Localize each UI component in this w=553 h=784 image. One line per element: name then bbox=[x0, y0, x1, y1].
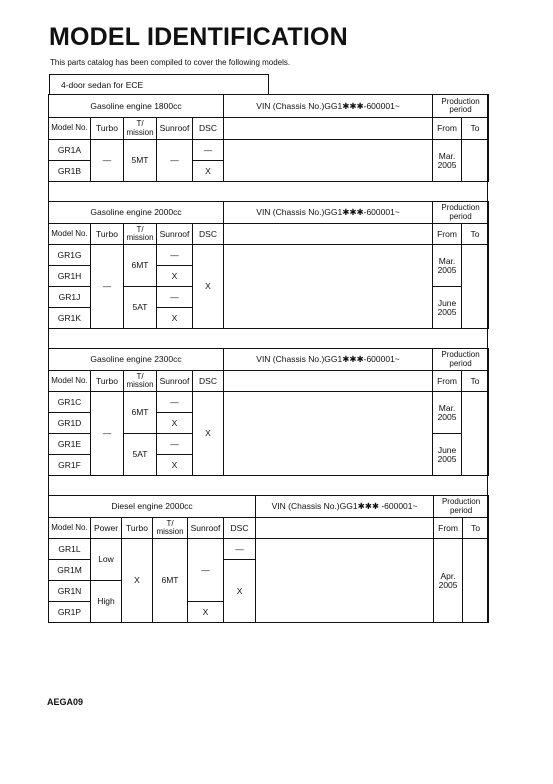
from-header: From bbox=[433, 224, 462, 245]
turbo-header: Turbo bbox=[91, 371, 124, 392]
transmission-header: T/ mission bbox=[153, 518, 188, 539]
production-period-header: Production period bbox=[433, 95, 489, 118]
blank-cell bbox=[224, 392, 433, 476]
sunroof-cell: X bbox=[157, 308, 193, 329]
power-cell: High bbox=[91, 581, 122, 623]
vin-label: VIN (Chassis No.)GG1✱✱✱ -600001~ bbox=[256, 496, 434, 518]
model-cell: GR1C bbox=[49, 392, 91, 413]
sunroof-cell: — bbox=[157, 392, 193, 413]
section-gasoline-1800 bbox=[48, 94, 489, 182]
vin-label: VIN (Chassis No.)GG1✱✱✱-600001~ bbox=[224, 95, 433, 118]
from-cell: Mar. 2005 bbox=[433, 392, 462, 434]
sunroof-header: Sunroof bbox=[157, 118, 193, 140]
engine-label: Gasoline engine 2000cc bbox=[49, 202, 224, 224]
from-cell: June 2005 bbox=[433, 434, 462, 476]
model-cell: GR1K bbox=[49, 308, 91, 329]
transmission-cell: 6MT bbox=[153, 539, 188, 623]
model-cell: GR1J bbox=[49, 287, 91, 308]
turbo-header: Turbo bbox=[91, 118, 124, 140]
dsc-header: DSC bbox=[193, 371, 224, 392]
model-cell: GR1B bbox=[49, 161, 91, 182]
section-diesel-2000 bbox=[48, 495, 489, 623]
model-cell: GR1G bbox=[49, 245, 91, 266]
dsc-cell: X bbox=[193, 392, 224, 476]
model-no-header: Model No. bbox=[49, 518, 91, 539]
power-cell: Low bbox=[91, 539, 122, 581]
turbo-cell: X bbox=[122, 539, 153, 623]
to-header: To bbox=[462, 224, 489, 245]
dsc-header: DSC bbox=[193, 224, 224, 245]
model-cell: GR1E bbox=[49, 434, 91, 455]
dsc-header: DSC bbox=[224, 518, 256, 539]
from-cell: June 2005 bbox=[433, 287, 462, 329]
dsc-cell: X bbox=[193, 161, 224, 182]
model-cell: GR1L bbox=[49, 539, 91, 560]
page-title: MODEL IDENTIFICATION bbox=[49, 23, 348, 51]
vin-label: VIN (Chassis No.)GG1✱✱✱-600001~ bbox=[224, 202, 433, 224]
sunroof-cell: X bbox=[157, 413, 193, 434]
sunroof-cell: — bbox=[157, 287, 193, 308]
production-period-header: Production period bbox=[433, 202, 489, 224]
model-cell: GR1H bbox=[49, 266, 91, 287]
model-cell: GR1F bbox=[49, 455, 91, 476]
to-cell bbox=[462, 245, 489, 329]
sunroof-cell: X bbox=[157, 266, 193, 287]
engine-label: Gasoline engine 1800cc bbox=[49, 95, 224, 118]
sunroof-cell: X bbox=[157, 455, 193, 476]
dsc-cell: X bbox=[193, 245, 224, 329]
transmission-cell: 6MT bbox=[124, 245, 157, 287]
sunroof-header: Sunroof bbox=[188, 518, 224, 539]
sunroof-cell: — bbox=[157, 140, 193, 182]
sunroof-cell: — bbox=[157, 245, 193, 266]
from-cell: Mar. 2005 bbox=[433, 245, 462, 287]
model-cell: GR1M bbox=[49, 560, 91, 581]
to-header: To bbox=[463, 518, 489, 539]
to-header: To bbox=[462, 371, 489, 392]
production-period-header: Production period bbox=[434, 496, 489, 518]
from-cell: Mar. 2005 bbox=[433, 140, 462, 182]
model-cell: GR1N bbox=[49, 581, 91, 602]
intro-text: This parts catalog has been compiled to cover the following models. bbox=[50, 58, 291, 67]
to-header: To bbox=[462, 118, 489, 140]
body-type-label: 4-door sedan for ECE bbox=[49, 74, 269, 94]
production-period-header: Production period bbox=[433, 349, 489, 371]
from-header: From bbox=[433, 371, 462, 392]
model-cell: GR1A bbox=[49, 140, 91, 161]
sunroof-header: Sunroof bbox=[157, 371, 193, 392]
from-header: From bbox=[434, 518, 463, 539]
transmission-header: T/ mission bbox=[124, 371, 157, 392]
turbo-cell: — bbox=[91, 140, 124, 182]
turbo-header: Turbo bbox=[122, 518, 153, 539]
transmission-cell: 5AT bbox=[124, 287, 157, 329]
model-no-header: Model No. bbox=[49, 371, 91, 392]
dsc-cell: — bbox=[224, 539, 256, 560]
blank-cell bbox=[224, 140, 433, 182]
to-cell bbox=[463, 539, 489, 623]
blank-header bbox=[224, 371, 433, 392]
vin-label: VIN (Chassis No.)GG1✱✱✱-600001~ bbox=[224, 349, 433, 371]
model-no-header: Model No. bbox=[49, 224, 91, 245]
section-gasoline-2300 bbox=[48, 348, 489, 476]
model-no-header: Model No. bbox=[49, 118, 91, 140]
dsc-cell: X bbox=[224, 560, 256, 623]
engine-label: Gasoline engine 2300cc bbox=[49, 349, 224, 371]
from-cell: Apr. 2005 bbox=[434, 539, 463, 623]
dsc-header: DSC bbox=[193, 118, 224, 140]
sunroof-cell: — bbox=[157, 434, 193, 455]
to-cell bbox=[462, 140, 489, 182]
transmission-cell: 6MT bbox=[124, 392, 157, 434]
model-cell: GR1P bbox=[49, 602, 91, 623]
sunroof-cell: — bbox=[188, 539, 224, 602]
blank-header bbox=[224, 224, 433, 245]
turbo-header: Turbo bbox=[91, 224, 124, 245]
engine-label: Diesel engine 2000cc bbox=[49, 496, 256, 518]
power-header: Power bbox=[91, 518, 122, 539]
blank-header bbox=[224, 118, 433, 140]
to-cell bbox=[462, 392, 489, 476]
dsc-cell: — bbox=[193, 140, 224, 161]
page-code: AEGA09 bbox=[47, 697, 84, 707]
turbo-cell: — bbox=[91, 392, 124, 476]
from-header: From bbox=[433, 118, 462, 140]
blank-cell bbox=[256, 539, 434, 623]
transmission-header: T/ mission bbox=[124, 224, 157, 245]
sunroof-cell: X bbox=[188, 602, 224, 623]
sunroof-header: Sunroof bbox=[157, 224, 193, 245]
model-cell: GR1D bbox=[49, 413, 91, 434]
section-gasoline-2000 bbox=[48, 201, 489, 329]
transmission-cell: 5MT bbox=[124, 140, 157, 182]
turbo-cell: — bbox=[91, 245, 124, 329]
blank-header bbox=[256, 518, 434, 539]
blank-cell bbox=[224, 245, 433, 329]
transmission-header: T/ mission bbox=[124, 118, 157, 140]
transmission-cell: 5AT bbox=[124, 434, 157, 476]
